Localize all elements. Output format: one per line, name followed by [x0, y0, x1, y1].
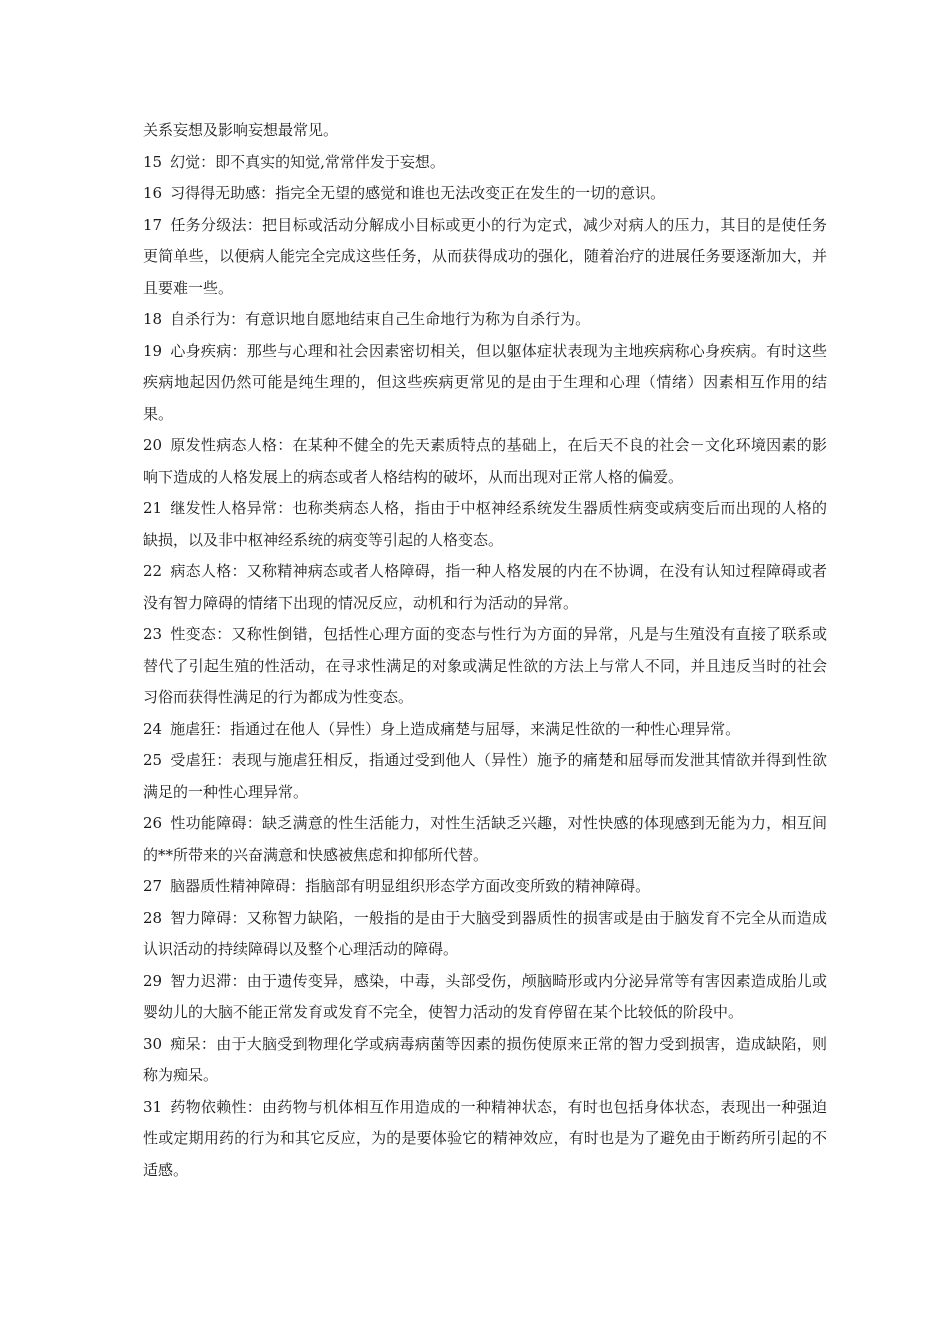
item-number: 23	[143, 625, 163, 643]
item-text: 脑器质性精神障碍：指脑部有明显组织形态学方面改变所致的精神障碍。	[170, 877, 651, 895]
item-text: 智力障碍：又称智力缺陷，一般指的是由于大脑受到器质性的损害或是由于脑发育不完全从而造成认识活动的持续障碍以及整个心理活动的障碍。	[143, 908, 827, 958]
item-text: 关系妄想及影响妄想最常见。	[143, 121, 339, 139]
paragraph	[143, 619, 827, 714]
item-number: 17	[143, 215, 163, 234]
item-text: 性变态：又称性倒错，包括性心理方面的变态与性行为方面的异常，凡是与生殖没有直接了联系或替代了引起生殖的性活动，在寻求性满足的对象或满足性欲的方法上与常人不同，并且违反当时的社会习俗而获得性满足的行为都成为性变态。	[143, 625, 827, 706]
item-text: 性功能障碍：缺乏满意的性生活能力，对性生活缺乏兴趣，对性快感的体现感到无能为力，相互间的**所带来的兴奋满意和快感被焦虑和抑郁所代替。	[143, 814, 827, 864]
item-number: 25	[143, 751, 163, 769]
paragraph	[143, 556, 827, 619]
item-text: 幻觉：即不真实的知觉,常常伴发于妄想。	[170, 152, 445, 171]
item-number: 18	[143, 310, 163, 328]
item-number: 31	[143, 1097, 163, 1116]
item-number: 20	[143, 436, 163, 454]
document-body	[143, 115, 827, 1186]
paragraph	[143, 493, 827, 556]
item-text: 痴呆：由于大脑受到物理化学或病毒病菌等因素的损伤使原来正常的智力受到损害，造成缺陷，则称为痴呆。	[143, 1034, 827, 1084]
paragraph	[143, 871, 827, 903]
item-number: 28	[143, 908, 163, 927]
item-text: 习得得无助感：指完全无望的感觉和谁也无法改变正在发生的一切的意识。	[170, 184, 666, 202]
item-text: 任务分级法：把目标或活动分解成小目标或更小的行为定式，减少对病人的压力，其目的是使任务更简单些，以便病人能完全完成这些任务，从而获得成功的强化，随着治疗的进展任务要逐渐加大，并且要难一些。	[143, 215, 827, 297]
paragraph	[143, 430, 827, 493]
item-text: 继发性人格异常：也称类病态人格，指由于中枢神经系统发生器质性病变或病变后而出现的人格的缺损，以及非中枢神经系统的病变等引起的人格变态。	[143, 499, 827, 549]
item-number: 16	[143, 184, 163, 202]
paragraph	[143, 304, 827, 336]
item-text: 病态人格：又称精神病态或者人格障碍，指一种人格发展的内在不协调，在没有认知过程障碍或者没有智力障碍的情绪下出现的情况反应，动机和行为活动的异常。	[143, 562, 827, 612]
paragraph	[143, 745, 827, 808]
paragraph	[143, 178, 827, 210]
item-text: 受虐狂：表现与施虐狂相反，指通过受到他人（异性）施予的痛楚和屈辱而发泄其情欲并得到性欲满足的一种性心理异常。	[143, 751, 827, 801]
item-number: 22	[143, 562, 163, 580]
item-number: 15	[143, 152, 163, 171]
item-number: 24	[143, 719, 163, 738]
paragraph	[143, 147, 827, 179]
item-text: 施虐狂：指通过在他人（异性）身上造成痛楚与屈辱，来满足性欲的一种性心理异常。	[170, 719, 741, 738]
item-number: 19	[143, 341, 163, 360]
item-number: 29	[143, 971, 163, 990]
paragraph	[143, 336, 827, 431]
item-number: 30	[143, 1034, 163, 1053]
paragraph	[143, 903, 827, 966]
item-text: 自杀行为：有意识地自愿地结束自己生命地行为称为自杀行为。	[170, 310, 591, 328]
item-text: 药物依赖性：由药物与机体相互作用造成的一种精神状态，有时也包括身体状态，表现出一种强迫性或定期用药的行为和其它反应，为的是要体验它的精神效应，有时也是为了避免由于断药所引起的不适感。	[143, 1097, 827, 1179]
item-number: 21	[143, 499, 163, 517]
item-text: 心身疾病：那些与心理和社会因素密切相关，但以躯体症状表现为主地疾病称心身疾病。有时这些疾病地起因仍然可能是纯生理的，但这些疾病更常见的是由于生理和心理（情绪）因素相互作用的结果。	[143, 341, 827, 423]
item-text: 智力迟滞：由于遗传变异，感染，中毒，头部受伤，颅脑畸形或内分泌异常等有害因素造成胎儿或婴幼儿的大脑不能正常发育或发育不完全，使智力活动的发育停留在某个比较低的阶段中。	[143, 971, 827, 1021]
item-number: 27	[143, 877, 163, 895]
paragraph	[143, 210, 827, 305]
paragraph	[143, 808, 827, 871]
item-number: 26	[143, 814, 163, 832]
paragraph	[143, 115, 827, 147]
paragraph	[143, 714, 827, 746]
paragraph	[143, 966, 827, 1029]
paragraph	[143, 1092, 827, 1187]
item-text: 原发性病态人格：在某种不健全的先天素质特点的基础上，在后天不良的社会－文化环境因素的影响下造成的人格发展上的病态或者人格结构的破坏，从而出现对正常人格的偏爱。	[143, 436, 827, 486]
paragraph	[143, 1029, 827, 1092]
